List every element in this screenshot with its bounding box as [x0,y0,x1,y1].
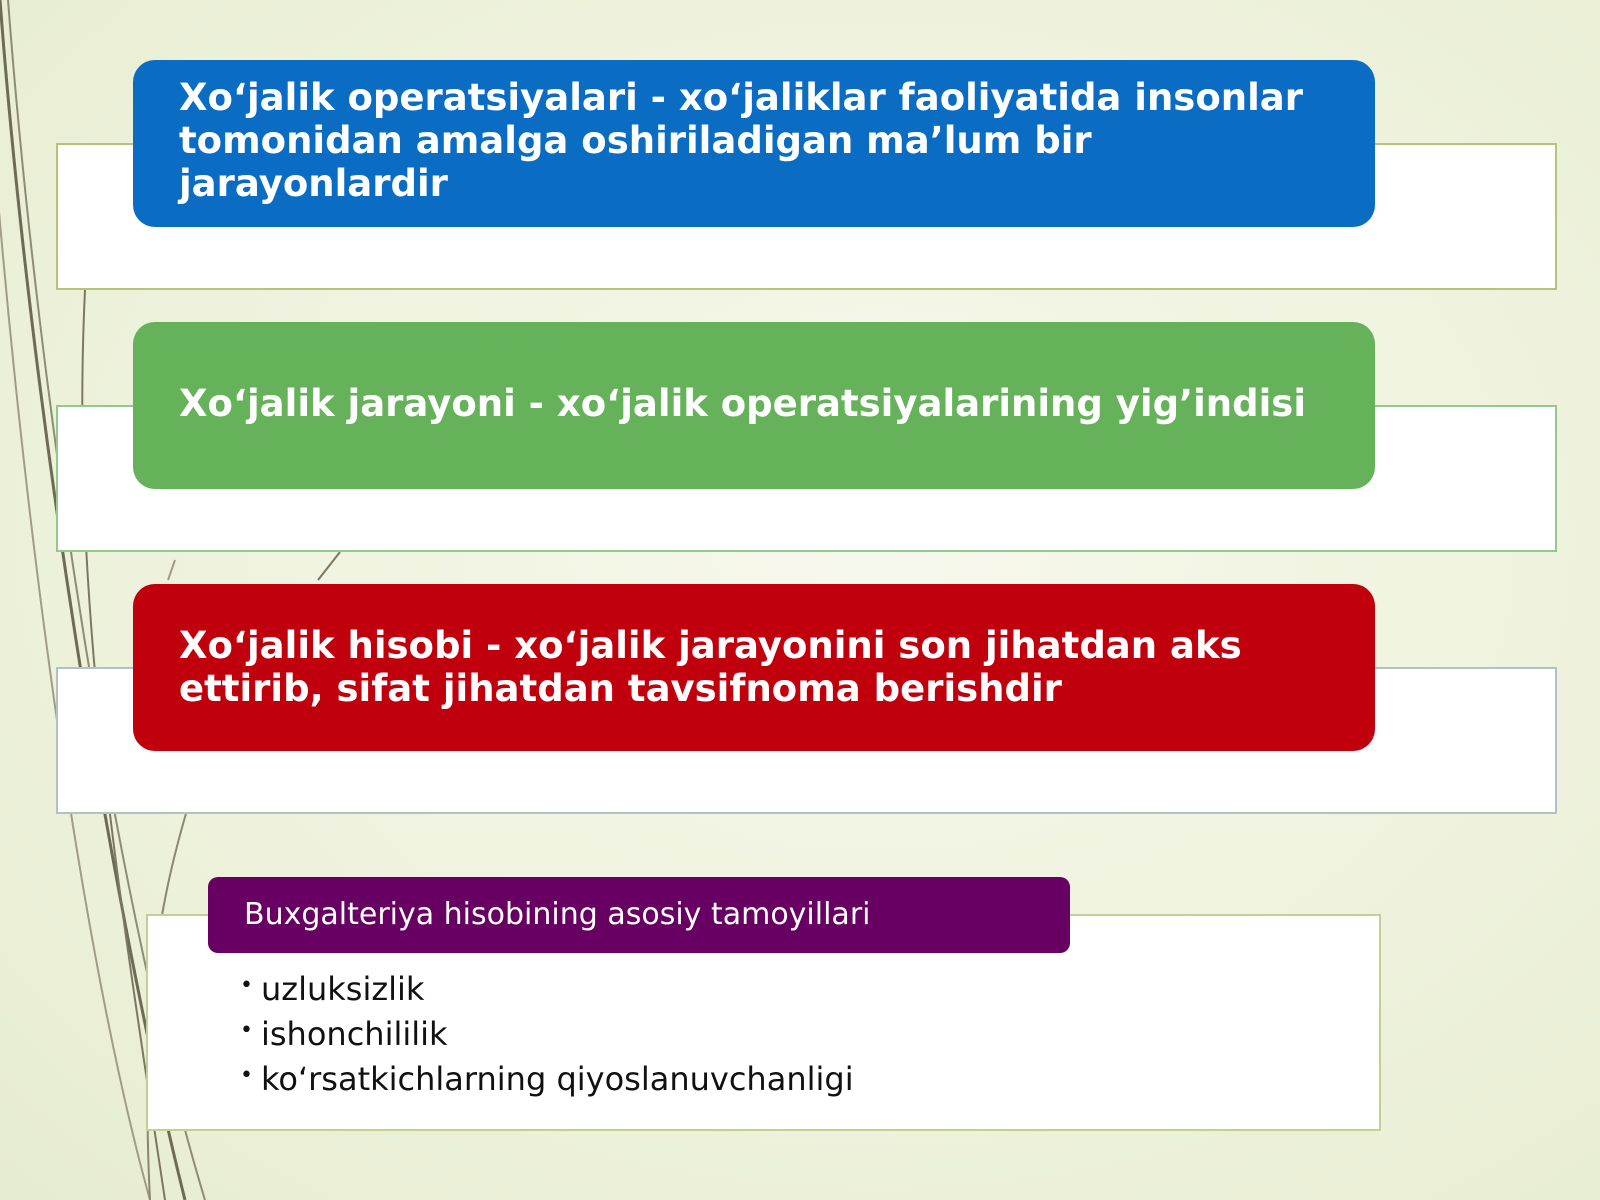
definition-band-accounting [133,584,1375,751]
list-item [240,965,854,1010]
definition-text: Xo‘jalik hisobi - xo‘jalik jarayonini son jihatdan aks ettirib, sifat jihatdan tavsifnoma berishdir [179,624,1242,710]
list-item-text: ishonchililik [260,1015,448,1053]
principles-header [208,877,1070,953]
list-item-text: uzluksizlik [260,970,425,1008]
definition-text: Xo‘jalik jarayoni - xo‘jalik operatsiyalarining yig’indisi [179,382,1307,425]
list-item [240,1055,854,1100]
list-item-text: ko‘rsatkichlarning qiyoslanuvchanligi [260,1060,854,1098]
principles-title: Buxgalteriya hisobining asosiy tamoyillari [244,897,871,932]
definition-band-operations [133,60,1375,227]
definition-text: Xo‘jalik operatsiyalari - xo‘jaliklar faoliyatida insonlar tomonidan amalga oshiriladigan ma’lum bir jarayonlardir [179,76,1303,205]
bullet-icon: • [240,1018,253,1043]
bullet-icon: • [240,1063,253,1088]
bullet-icon: • [240,973,253,998]
principles-list [240,965,854,1100]
definition-band-process [133,322,1375,489]
list-item [240,1010,854,1055]
